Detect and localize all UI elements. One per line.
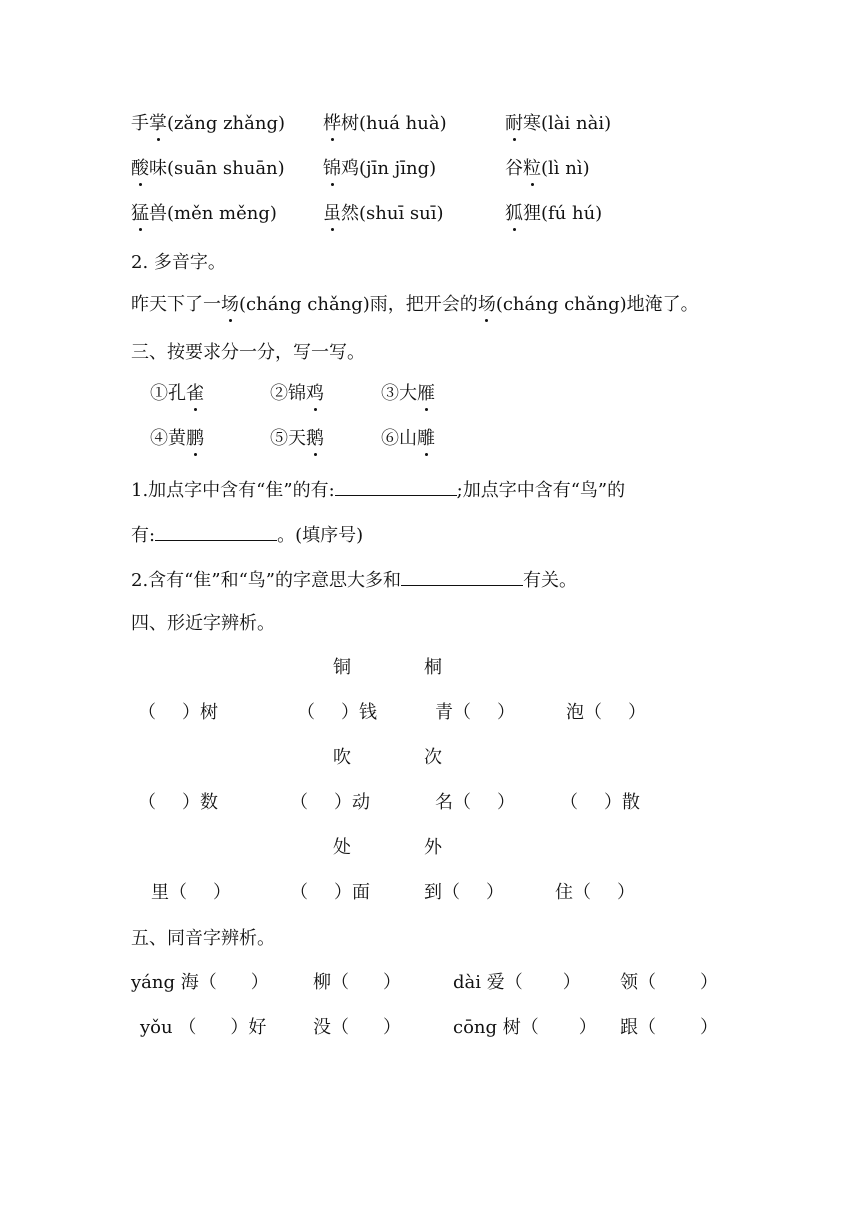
question-2: 2.含有“隹”和“鸟”的字意思大多和 有关。	[131, 566, 577, 593]
pinyin-item: 谷粒(lì nì)	[505, 158, 590, 179]
pinyin-item: 狐狸(fú hú)	[505, 203, 603, 224]
bird-item: ①孔雀	[150, 383, 204, 404]
word-blank[interactable]: （ ）面	[290, 882, 370, 903]
similar-char: 桐	[424, 657, 442, 678]
question-1-cont: 有: 。(填序号)	[131, 521, 363, 548]
section-heading: 四、形近字辨析。	[131, 613, 275, 634]
pinyin-item: 锦鸡(jīn jīng)	[323, 158, 437, 179]
word-blank[interactable]: （ ）钱	[297, 702, 377, 723]
answer-blank[interactable]	[401, 566, 523, 586]
homophone-blank[interactable]: yǒu （ ）好	[140, 1017, 267, 1038]
pinyin-item: 耐寒(lài nài)	[505, 113, 612, 134]
homophone-blank[interactable]: 没（ ）	[313, 1017, 401, 1038]
similar-char: 铜	[333, 657, 351, 678]
bird-item: ③大雁	[381, 383, 435, 404]
word-blank[interactable]: （ ）动	[290, 792, 370, 813]
word-blank[interactable]: 到（ ）	[424, 882, 504, 903]
word-blank[interactable]: 里（ ）	[151, 882, 231, 903]
pinyin-item: 猛兽(měn měng)	[131, 203, 277, 224]
answer-blank[interactable]	[155, 521, 277, 541]
pinyin-item: 酸味(suān shuān)	[131, 158, 285, 179]
homophone-blank[interactable]: cōng 树（ ）	[453, 1017, 597, 1038]
homophone-blank[interactable]: 柳（ ）	[313, 972, 401, 993]
pinyin-item: 虽然(shuī suī)	[323, 203, 444, 224]
similar-char: 吹	[333, 747, 351, 768]
section-heading: 五、同音字辨析。	[131, 928, 275, 949]
pinyin-item: 手掌(zǎng zhǎng)	[131, 113, 286, 134]
answer-blank[interactable]	[335, 476, 457, 496]
homophone-blank[interactable]: 跟（ ）	[620, 1017, 718, 1038]
word-blank[interactable]: （ ）数	[138, 792, 218, 813]
word-blank[interactable]: 住（ ）	[555, 882, 635, 903]
homophone-blank[interactable]: yáng 海（ ）	[131, 972, 269, 993]
bird-item: ②锦鸡	[270, 383, 324, 404]
word-blank[interactable]: 名（ ）	[435, 792, 515, 813]
word-blank[interactable]: （ ）树	[138, 702, 218, 723]
section-heading: 三、按要求分一分，写一写。	[131, 342, 365, 363]
homophone-blank[interactable]: dài 爱（ ）	[453, 972, 581, 993]
question-1: 1.加点字中含有“隹”的有: ;加点字中含有“鸟”的	[131, 476, 625, 503]
similar-char: 外	[424, 837, 442, 858]
word-blank[interactable]: 青（ ）	[435, 702, 515, 723]
bird-item: ④黄鹏	[150, 428, 204, 449]
bird-item: ⑤天鹅	[270, 428, 324, 449]
pinyin-item: 桦树(huá huà)	[323, 113, 447, 134]
similar-char: 处	[333, 837, 351, 858]
word-blank[interactable]: （ ）散	[560, 792, 640, 813]
similar-char: 次	[424, 747, 442, 768]
word-blank[interactable]: 泡（ ）	[566, 702, 646, 723]
bird-item: ⑥山雕	[381, 428, 435, 449]
homophone-blank[interactable]: 领（ ）	[620, 972, 718, 993]
polyphone-sentence: 昨天下了一场(cháng chǎng)雨，把开会的场(cháng chǎng)地淹了。	[131, 294, 699, 315]
section-heading: 2. 多音字。	[131, 252, 226, 273]
